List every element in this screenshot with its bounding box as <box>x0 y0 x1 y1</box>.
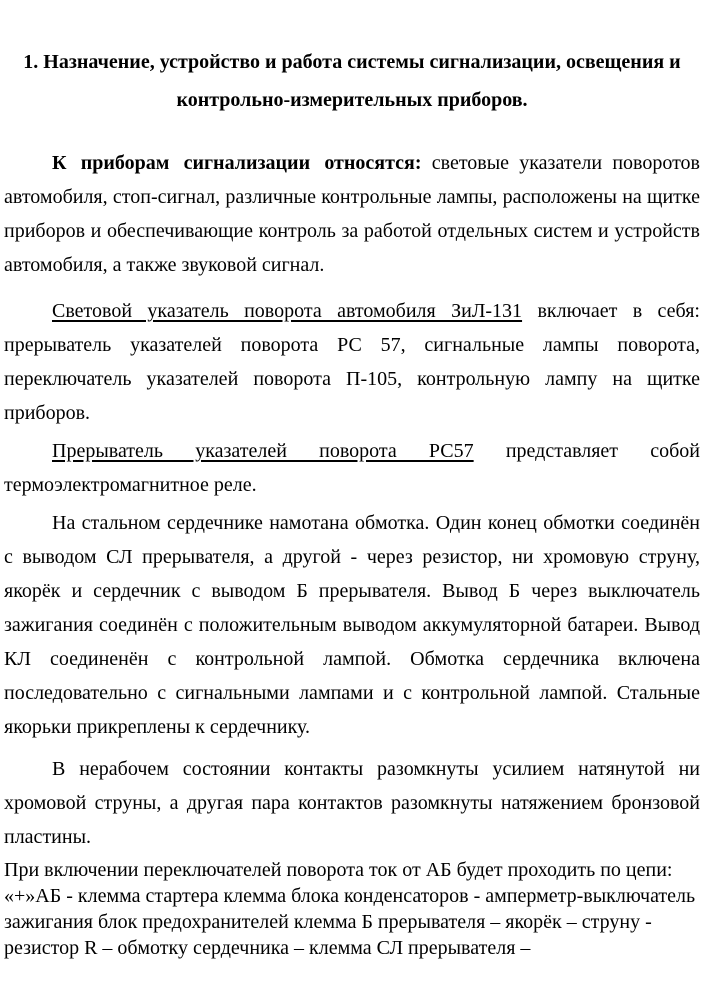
section-heading-line-2: контрольно-измерительных приборов. <box>176 89 528 111</box>
paragraph-core-winding: На стальном сердечнике намотана обмотка. Один конец обмотки соединён с выводом СЛ прерывателя, а другой - через резистор, ни хромовую струну, якорёк и сердечник с выводом Б прерывателя. Вывод Б через выключатель зажигания соединён с положительным выводом аккумуляторной батареи. Вывод КЛ соединенён с контрольной лампой. Обмотка сердечника включена последовательно с сигнальными лампами и с контрольной лампой. Стальные якорьки прикреплены к сердечнику. <box>4 512 700 738</box>
paragraph-signaling-devices <box>4 146 700 282</box>
paragraph-text: включает в себя: прерыватель указателей поворота РС 57, сигнальные лампы поворота, переключатель указателей поворота П-105, контрольную лампу на щитке приборов. <box>4 300 700 424</box>
section-heading-line-1: 1. Назначение, устройство и работа системы сигнализации, освещения и <box>23 51 681 73</box>
paragraph-current-path: При включении переключателей поворота ток от АБ будет проходить по цепи: «+»АБ - клемма стартера клемма блока конденсаторов - амперметр-выключатель зажигания блок предохранителей клемма Б прерывателя – якорёк – струну - резистор R – обмотку сердечника – клемма СЛ прерывателя – <box>4 859 696 959</box>
paragraph-interrupter <box>4 434 700 502</box>
paragraph-text: световые указатели поворотов автомобиля, стоп-сигнал, различные контрольные лампы, расположены на щитке приборов и обеспечивающие контроль за работой отдельных систем и устройств автомобиля, а также звуковой сигнал. <box>4 152 700 276</box>
paragraph-idle-state: В нерабочем состоянии контакты разомкнуты усилием натянутой ни хромовой струны, а другая пара контактов разомкнуты натяжением бронзовой пластины. <box>4 758 700 848</box>
paragraph-text: представляет собой термоэлектромагнитное реле. <box>4 440 700 496</box>
paragraph-underlined-term: Световой указатель поворота автомобиля ЗиЛ-131 <box>52 300 523 322</box>
paragraph-underlined-term: Прерыватель указателей поворота РС57 <box>52 440 474 462</box>
paragraph-bold-lead: К приборам сигнализации относятся: <box>52 152 422 174</box>
paragraph-turn-indicator <box>4 294 700 430</box>
